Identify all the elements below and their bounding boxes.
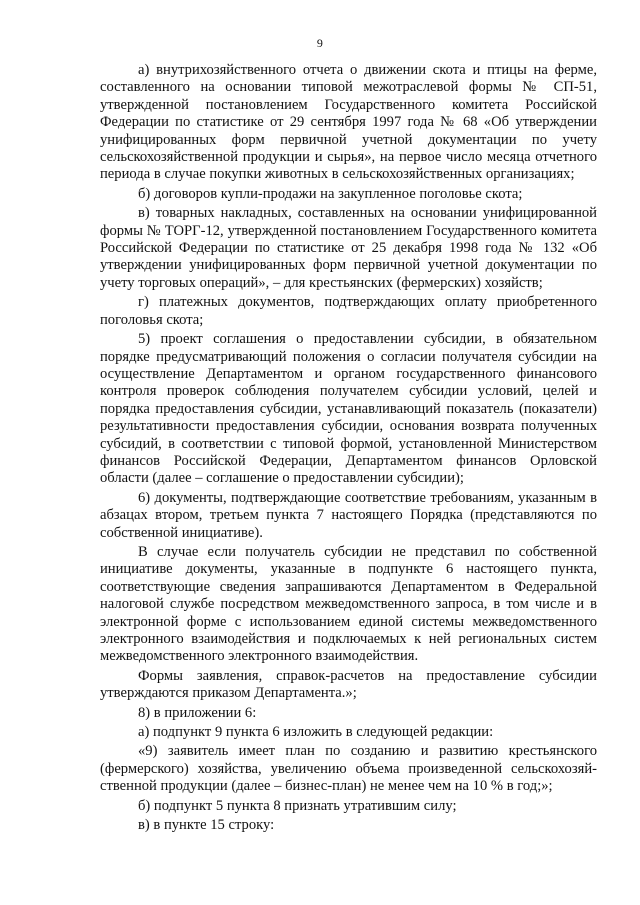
paragraph-a-subpoint-9: а) подпункт 9 пункта 6 изложить в следующей редакции: xyxy=(138,724,494,741)
paragraph-b-purchase-contracts: б) договоров купли-продажи на закупленное поголовье скота; xyxy=(138,185,523,202)
paragraph-forms-approval: Формы заявления, справок-расчетов на предоставление субсидии утверждаются приказом Департамента.»; xyxy=(100,667,597,702)
paragraph-6-compliance-documents: 6) документы, подтверждающие соответствие требованиям, указанным в абзацах втором, третьем пункта 7 настоящего Порядка (представляются по собственной инициативе). xyxy=(100,489,597,541)
paragraph-interagency-request: В случае если получатель субсидии не представил по собственной инициативе документы, указанные в подпункте 6 настоящего пункта, соответствующие сведения запрашиваются Департаментом в Федеральной налоговой службе посредством межведомственного запроса, в том числе и в электронной форме с использованием единой системы межведомственного электронного взаимодействия и подключаемых к ней региональных систем межведомственного электронного взаимодействия. xyxy=(100,543,597,665)
paragraph-8-appendix-6: 8) в приложении 6: xyxy=(138,704,257,721)
paragraph-b-subpoint-5-void: б) подпункт 5 пункта 8 признать утратившим силу; xyxy=(138,797,457,814)
paragraph-g-payment-documents: г) платежных документов, подтверждающих оплату приобретенного поголовья скота; xyxy=(100,294,597,328)
paragraph-v-point-15: в) в пункте 15 строку: xyxy=(138,817,275,834)
page-number: 9 xyxy=(316,36,324,50)
paragraph-v-waybills: в) товарных накладных, составленных на основании унифицированной формы № ТОРГ-12, утвержденной постановлением Государственного комитета Российской Федерации по статистике от 25 декабря 1998 года № 132 «Об утверждении унифицированных форм первичной учетной документации по учету торговых операций», – для крестьянских (фермерских) хозяйств; xyxy=(100,205,597,291)
paragraph-5-subsidy-agreement: 5) проект соглашения о предоставлении субсидии, в обязательном порядке предусматривающий положения о согласии получателя субсидии на осуществление Департаментом и органом государственного финансового контроля проверок соблюдения получателем субсидии условий, целей и порядка предоставления субсидии, устанавливающий показатель (показатели) результативности предоставления субсидии, основания возврата полученных субсидий, в соответствии с типовой формой, установленной Министерством финансов Российской Федерации, Департаментом финансов Орловской области (далее – соглашение о предоставлении субсидии); xyxy=(100,331,597,487)
paragraph-quote-9-business-plan: «9) заявитель имеет план по созданию и развитию крестьянского (фермерского) хозяйства, увеличению объема произведенной сельскохозяй-ственной продукции (далее – бизнес-план) не менее чем на 10 % в год;»; xyxy=(100,743,597,795)
paragraph-a-internal-report: а) внутрихозяйственного отчета о движении скота и птицы на ферме, составленного на основании типовой межотраслевой формы № СП-51, утвержденной постановлением Государственного комитета Российской Федерации по статистике от 29 сентября 1997 года № 68 «Об утверждении унифицированных форм первичной учетной документации по учету сельскохозяйственной продукции и сырья», на первое число месяца отчетного периода в случае покупки животных в сельскохозяйственных организациях; xyxy=(100,62,597,183)
document-body xyxy=(100,62,597,836)
